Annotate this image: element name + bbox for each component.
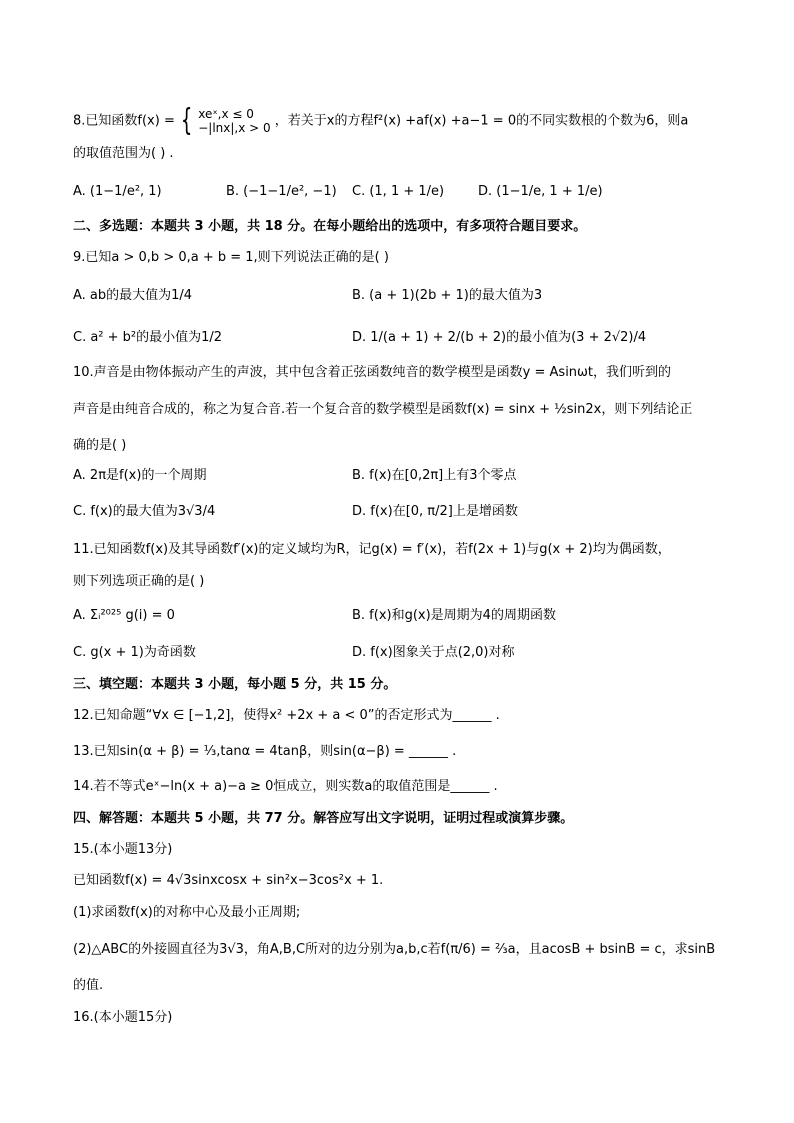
section-4-heading: 四、解答题：本题共 5 小题，共 77 分。解答应写出文字说明，证明过程或演算步骤。 [73, 811, 574, 826]
q10-line3: 确的是( ) [73, 438, 127, 453]
q15-part2-end: 的值. [73, 978, 104, 993]
q8-piece2: −|lnx|,x > 0 [198, 121, 271, 135]
q15-part2: (2)△ABC的外接圆直径为3√3，角A,B,C所对的边分别为a,b,c若f(π/6) = ⅔a，且acosB + bsinB = c，求sinB [73, 942, 716, 957]
q8-option-c: C. (1, 1 + 1/e) [352, 184, 445, 199]
q15-stem: 已知函数f(x) = 4√3sinxcosx + sin²x−3cos²x + 1. [73, 873, 384, 888]
q11-line1: 11.已知函数f(x)及其导函数f′(x)的定义域均为R，记g(x) = f′(x)，若f(2x + 1)与g(x + 2)均为偶函数， [73, 542, 671, 557]
q9-stem: 9.已知a > 0,b > 0,a + b = 1,则下列说法正确的是( ) [73, 250, 389, 265]
section-2-heading: 二、多选题：本题共 3 小题，共 18 分。在每小题给出的选项中，有多项符合题目要求。 [73, 219, 587, 234]
q8-line2: 的取值范围为( ) . [73, 146, 174, 161]
q10-option-c: C. f(x)的最大值为3√3/4 [73, 504, 216, 519]
q11-option-d: D. f(x)图象关于点(2,0)对称 [352, 645, 515, 660]
q8-prefix: 8.已知函数f(x) = [73, 113, 175, 129]
q8-option-d: D. (1−1/e, 1 + 1/e) [478, 184, 603, 199]
q12: 12.已知命题“∀x ∈ [−1,2]，使得x² +2x + a < 0”的否定形式为______ . [73, 708, 500, 723]
q11-option-b: B. f(x)和g(x)是周期为4的周期函数 [352, 608, 556, 623]
q8-option-a: A. (1−1/e², 1) [73, 184, 162, 199]
q11-line2: 则下列选项正确的是( ) [73, 574, 205, 589]
piecewise-brace: { [180, 103, 193, 138]
q10-option-b: B. f(x)在[0,2π]上有3个零点 [352, 468, 517, 483]
q15-heading: 15.(本小题13分) [73, 842, 173, 857]
q13: 13.已知sin(α + β) = ⅓,tanα = 4tanβ，则sin(α−β) = ______ . [73, 744, 457, 759]
q9-option-a: A. ab的最大值为1/4 [73, 288, 193, 303]
q10-line1: 10.声音是由物体振动产生的声波，其中包含着正弦函数纯音的数学模型是函数y = Asinωt，我们听到的 [73, 365, 672, 380]
q8-piecewise [198, 107, 270, 135]
section-3-heading: 三、填空题：本题共 3 小题，每小题 5 分，共 15 分。 [73, 677, 397, 692]
q8-piece1: xeˣ,x ≤ 0 [198, 107, 254, 121]
q9-option-d: D. 1/(a + 1) + 2/(b + 2)的最小值为(3 + 2√2)/4 [352, 330, 647, 345]
q8-line1 [73, 103, 689, 138]
q15-part1: (1)求函数f(x)的对称中心及最小正周期; [73, 905, 301, 920]
q10-option-d: D. f(x)在[0, π/2]上是增函数 [352, 504, 518, 519]
q11-option-a: A. Σᵢ²⁰²⁵ g(i) = 0 [73, 608, 175, 623]
q9-option-c: C. a² + b²的最小值为1/2 [73, 330, 223, 345]
q8-option-b: B. (−1−1/e², −1) [226, 184, 337, 199]
q14: 14.若不等式eˣ−ln(x + a)−a ≥ 0恒成立，则实数a的取值范围是______ . [73, 779, 498, 794]
q10-line2: 声音是由纯音合成的，称之为复合音.若一个复合音的数学模型是函数f(x) = sinx + ½sin2x，则下列结论正 [73, 402, 693, 417]
q9-option-b: B. (a + 1)(2b + 1)的最大值为3 [352, 288, 543, 303]
q8-suffix: ，若关于x的方程f²(x) +af(x) +a−1 = 0的不同实数根的个数为6，则a [274, 113, 689, 129]
q10-option-a: A. 2π是f(x)的一个周期 [73, 468, 207, 483]
q16-heading: 16.(本小题15分) [73, 1010, 173, 1025]
q11-option-c: C. g(x + 1)为奇函数 [73, 645, 196, 660]
